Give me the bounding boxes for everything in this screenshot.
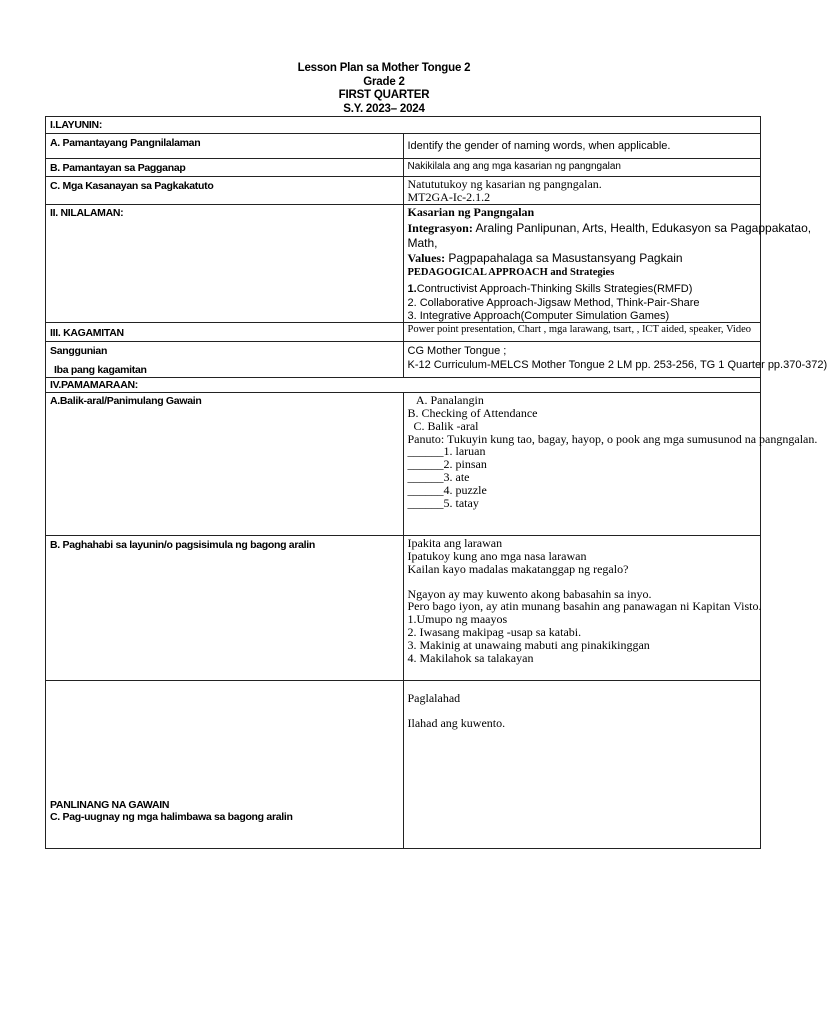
kagamitan-value: Power point presentation, Chart , mga larawang, tsart, , ICT aided, speaker, Video (407, 324, 752, 336)
pagganap-cell (403, 159, 761, 177)
paghahabi-label: B. Paghahabi sa layunin/o pagsisimula ng bagong aralin (46, 536, 404, 681)
values-line (408, 249, 757, 267)
school-year-label: S.Y. 2023– 2024 (343, 102, 425, 115)
quarter-label: FIRST QUARTER (338, 89, 430, 101)
layunin-heading: I.LAYUNIN: (46, 117, 761, 134)
paghahabi-cell (403, 536, 761, 681)
balik-aral-line-1: A. Panalangin (407, 393, 484, 408)
balik-aral-item-2: ______2. pinsan (407, 457, 487, 472)
integrasyon-continued: Math, (407, 235, 438, 250)
balik-aral-cell (403, 393, 818, 536)
balik-aral-row (46, 393, 761, 536)
panlinang-label-cell (46, 681, 404, 849)
kasanayan-row (46, 177, 761, 205)
nilalaman-cell (403, 205, 812, 323)
kagamitan-label: III. KAGAMITAN (46, 323, 404, 342)
pamantayang-cell (403, 134, 761, 159)
iba-pang-kagamitan-label: Iba pang kagamitan (54, 364, 147, 377)
integrasyon-value: Araling Panlipunan, Arts, Health, Edukasyon sa Pagappakatao, (472, 220, 812, 235)
kasanayan-line-1: Natututukoy ng kasarian ng pangngalan. (407, 177, 602, 191)
balik-aral-line-3: C. Balik -aral (407, 418, 479, 433)
balik-aral-line-2: B. Checking of Attendance (407, 406, 538, 421)
approach-item-2: 2. Collaborative Approach-Jigsaw Method, Think-Pair-Share (407, 297, 700, 310)
values-value: Pagpapahalaga sa Masustansyang Pagkain (445, 251, 683, 266)
paghahabi-rule-1: 1.Umupo ng maayos (407, 612, 508, 627)
integrasyon-label: Integrasyon: (407, 220, 473, 235)
pagganap-value: Nakikilala ang ang mga kasarian ng pangngalan (407, 161, 621, 172)
balik-aral-item-3: ______3. ate (407, 470, 470, 485)
sanggunian-label-cell (46, 342, 404, 378)
paghahabi-rule-3: 3. Makinig at unawaing mabuti ang pinakikinggan (407, 637, 650, 652)
balik-aral-item-4: ______4. puzzle (407, 482, 487, 497)
balik-aral-item-1: ______1. laruan (407, 444, 486, 459)
ilahad-kuwento-text: Ilahad ang kuwento. (407, 716, 506, 731)
approach-item-3: 3. Integrative Approach(Computer Simulation Games) (407, 309, 670, 322)
pamantayang-value: Identify the gender of naming words, when applicable. (407, 140, 671, 152)
paghahabi-line-2: Ipatukoy kung ano mga nasa larawan (407, 549, 587, 564)
sanggunian-line-1: CG Mother Tongue ; (407, 345, 507, 358)
pamamaraan-heading: IV.PAMAMARAAN: (46, 378, 761, 393)
paglalahad-label: Paglalahad (407, 691, 461, 706)
panlinang-row (46, 681, 761, 849)
paghahabi-line-1: Ipakita ang larawan (407, 536, 503, 551)
lesson-plan-table (45, 116, 827, 849)
panlinang-heading: PANLINANG NA GAWAIN (50, 799, 170, 812)
grade-label: Grade 2 (363, 75, 405, 88)
approach-item-1 (408, 279, 757, 297)
pamantayang-label: A. Pamantayang Pangnilalaman (46, 134, 404, 159)
paghahabi-rule-4: 4. Makilahok sa talakayan (407, 650, 534, 665)
layunin-heading-row (46, 117, 761, 134)
pamantayang-row (46, 134, 761, 159)
pag-uugnay-label: C. Pag-uugnay ng mga halimbawa sa bagong aralin (50, 811, 293, 824)
document-title: Lesson Plan sa Mother Tongue 2 (297, 62, 471, 74)
paghahabi-rule-2: 2. Iwasang makipag -usap sa katabi. (407, 625, 582, 640)
integrasyon-line (407, 219, 812, 237)
kasanayan-code: MT2GA-Ic-2.1.2 (407, 189, 491, 204)
sanggunian-cell (403, 342, 827, 378)
nilalaman-row (46, 205, 761, 323)
sanggunian-label: Sanggunian (50, 345, 108, 358)
approach-item-1-text: Contructivist Approach-Thinking Skills Strategies(RMFD) (416, 283, 693, 296)
kasanayan-cell (403, 177, 761, 205)
paghahabi-line-3: Kailan kayo madalas makatanggap ng regalo? (407, 561, 629, 576)
approach-item-1-number: 1. (407, 283, 417, 296)
kasanayan-label: C. Mga Kasanayan sa Pagkakatuto (46, 177, 404, 205)
paghahabi-row (46, 536, 761, 681)
kagamitan-row (46, 323, 761, 342)
pamamaraan-heading-row (46, 378, 761, 393)
paghahabi-line-5: Pero bago iyon, ay atin munang basahin ang panawagan ni Kapitan Visto. (407, 599, 762, 614)
panlinang-cell (403, 681, 761, 849)
kagamitan-cell (403, 323, 761, 342)
balik-aral-instruction: Panuto: Tukuyin kung tao, bagay, hayop, o pook ang mga sumusunod na pangngalan. (407, 431, 818, 446)
paghahabi-line-4: Ngayon ay may kuwento akong babasahin sa inyo. (407, 586, 652, 601)
balik-aral-item-5: ______5. tatay (407, 495, 479, 510)
values-label: Values: (407, 251, 446, 266)
approach-heading: PEDAGOGICAL APPROACH and Strategies (407, 267, 615, 279)
nilalaman-label: II. NILALAMAN: (46, 205, 404, 323)
sanggunian-row (46, 342, 761, 378)
balik-aral-label: A.Balik-aral/Panimulang Gawain (46, 393, 404, 536)
pagganap-row (46, 159, 761, 177)
pagganap-label: B. Pamantayan sa Pagganap (46, 159, 404, 177)
sanggunian-line-2: K-12 Curriculum-MELCS Mother Tongue 2 LM pp. 253-256, TG 1 Quarter pp.370-372) (407, 358, 827, 371)
nilalaman-topic: Kasarian ng Pangngalan (407, 205, 535, 219)
lesson-plan-header (0, 62, 768, 116)
paghahabi-spacer (408, 576, 757, 588)
